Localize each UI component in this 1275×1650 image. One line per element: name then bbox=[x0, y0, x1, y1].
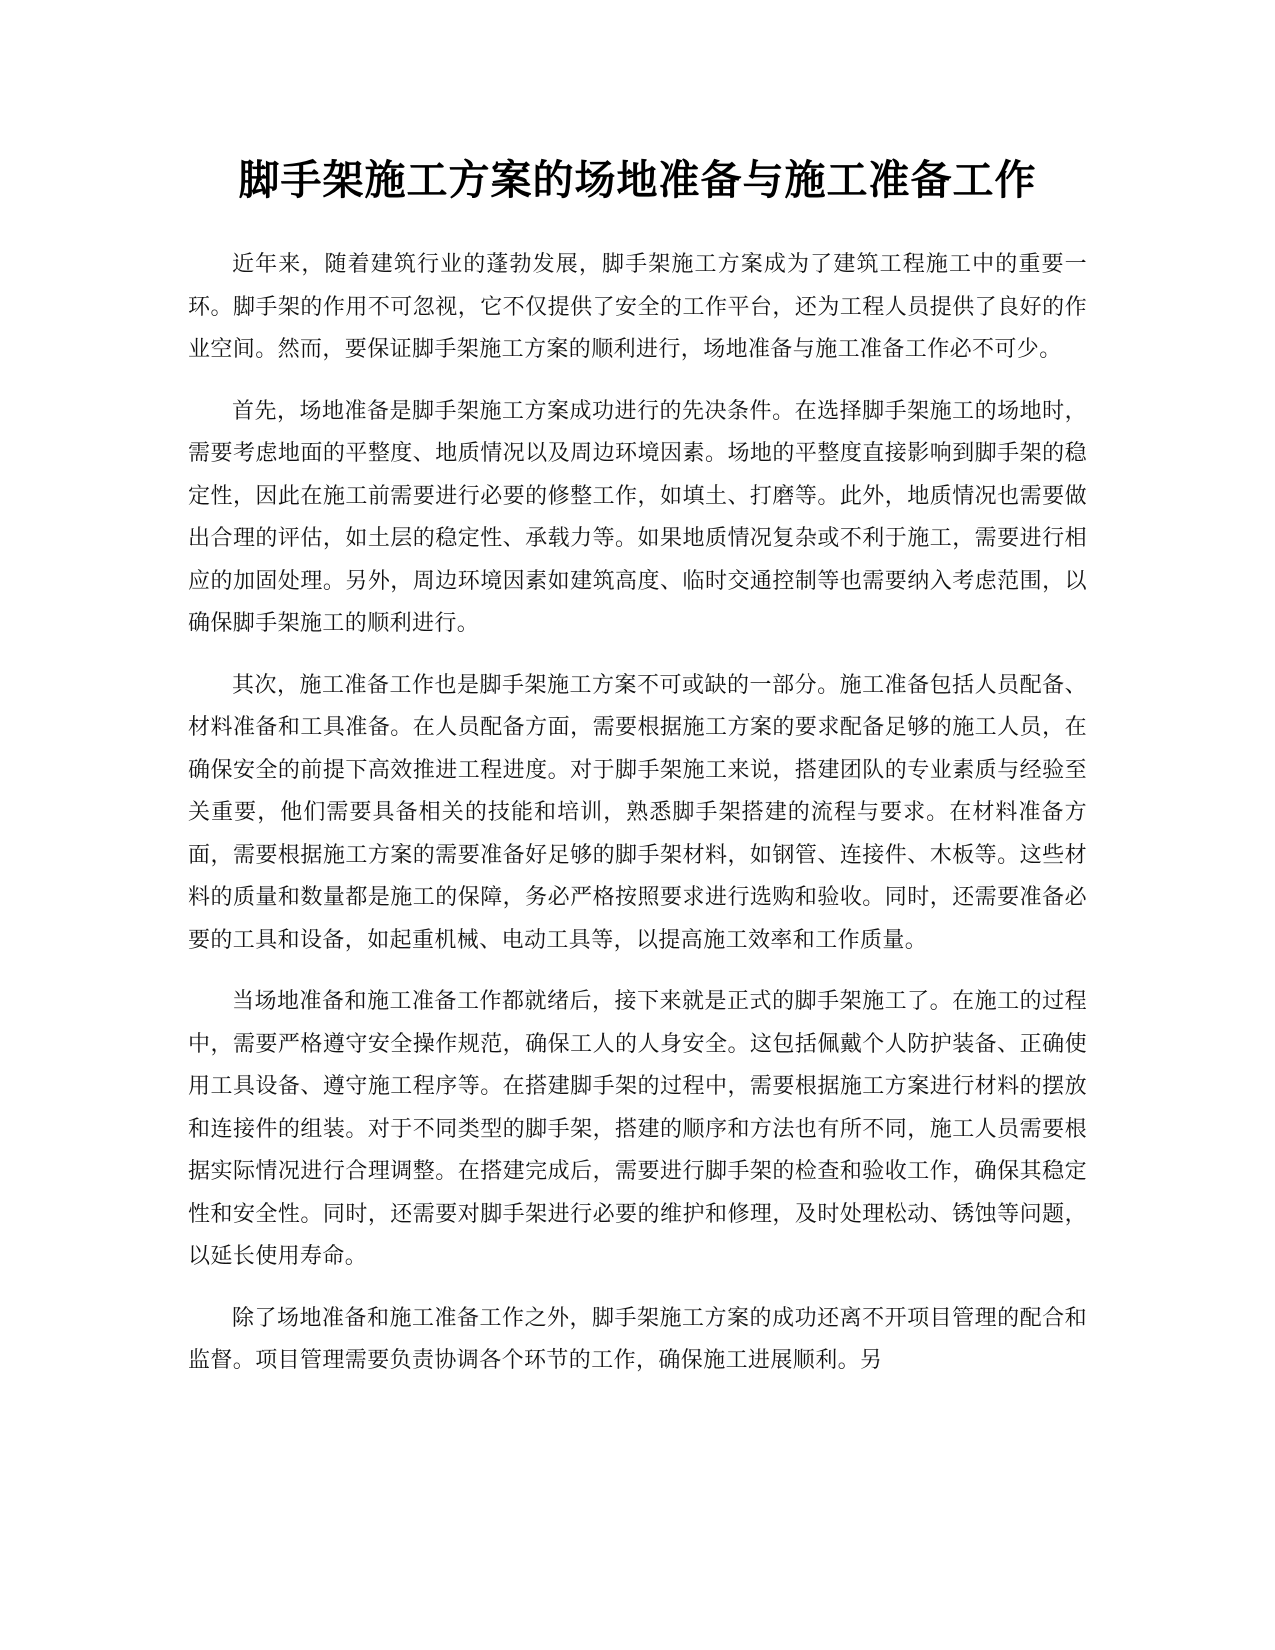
document-title: 脚手架施工方案的场地准备与施工准备工作 bbox=[238, 156, 1037, 204]
paragraph-intro: 近年来，随着建筑行业的蓬勃发展，脚手架施工方案成为了建筑工程施工中的重要一环。脚手架的作用不可忽视，它不仅提供了安全的工作平台，还为工程人员提供了良好的作业空间。然而，要保证脚手架施工方案的顺利进行，场地准备与施工准备工作必不可少。 bbox=[188, 252, 1087, 362]
paragraph-construction-preparation: 其次，施工准备工作也是脚手架施工方案不可或缺的一部分。施工准备包括人员配备、材料准备和工具准备。在人员配备方面，需要根据施工方案的要求配备足够的施工人员，在确保安全的前提下高效推进工程进度。对于脚手架施工来说，搭建团队的专业素质与经验至关重要，他们需要具备相关的技能和培训，熟悉脚手架搭建的流程与要求。在材料准备方面，需要根据施工方案的需要准备好足够的脚手架材料，如钢管、连接件、木板等。这些材料的质量和数量都是施工的保障，务必严格按照要求进行选购和验收。同时，还需要准备必要的工具和设备，如起重机械、电动工具等，以提高施工效率和工作质量。 bbox=[188, 672, 1087, 953]
document-body bbox=[188, 244, 1087, 1402]
paragraph-scaffold-construction: 当场地准备和施工准备工作都就绪后，接下来就是正式的脚手架施工了。在施工的过程中，需要严格遵守安全操作规范，确保工人的人身安全。这包括佩戴个人防护装备、正确使用工具设备、遵守施工程序等。在搭建脚手架的过程中，需要根据施工方案进行材料的摆放和连接件的组装。对于不同类型的脚手架，搭建的顺序和方法也有所不同，施工人员需要根据实际情况进行合理调整。在搭建完成后，需要进行脚手架的检查和验收工作，确保其稳定性和安全性。同时，还需要对脚手架进行必要的维护和修理，及时处理松动、锈蚀等问题，以延长使用寿命。 bbox=[188, 989, 1087, 1269]
paragraph-project-management: 除了场地准备和施工准备工作之外，脚手架施工方案的成功还离不开项目管理的配合和监督。项目管理需要负责协调各个环节的工作，确保施工进展顺利。另 bbox=[188, 1305, 1087, 1373]
paragraph-site-preparation: 首先，场地准备是脚手架施工方案成功进行的先决条件。在选择脚手架施工的场地时，需要考虑地面的平整度、地质情况以及周边环境因素。场地的平整度直接影响到脚手架的稳定性，因此在施工前需要进行必要的修整工作，如填土、打磨等。此外，地质情况也需要做出合理的评估，如土层的稳定性、承载力等。如果地质情况复杂或不利于施工，需要进行相应的加固处理。另外，周边环境因素如建筑高度、临时交通控制等也需要纳入考虑范围，以确保脚手架施工的顺利进行。 bbox=[188, 398, 1087, 636]
